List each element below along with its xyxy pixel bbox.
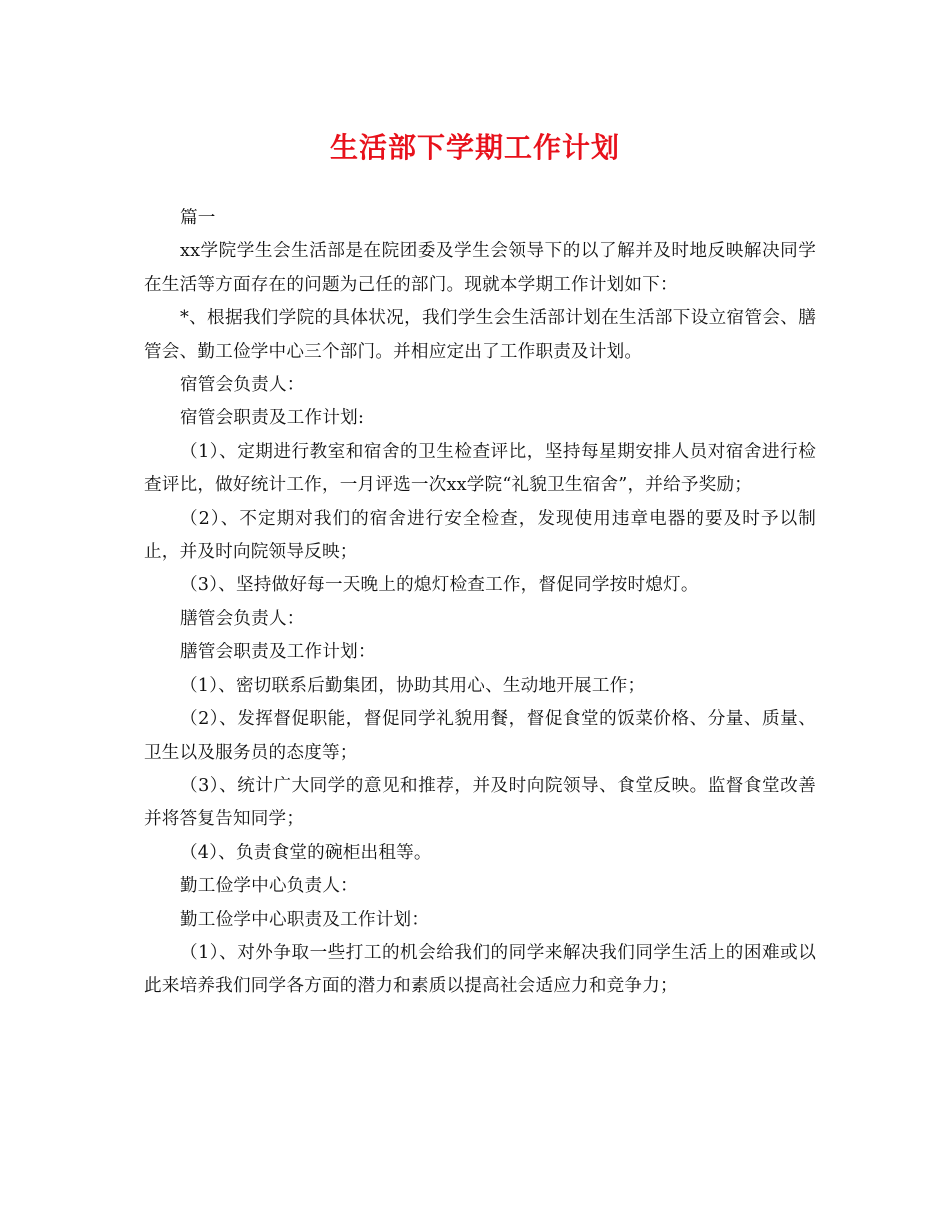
- document-title: 生活部下学期工作计划: [329, 131, 620, 164]
- dorm-duty-item: （2）、不定期对我们的宿舍进行安全检查，发现使用违章电器的要及时予以制止，并及时向院领导反映；: [144, 508, 816, 563]
- dorm-duty-item: （3）、坚持做好每一天晚上的熄灯检查工作，督促同学按时熄灯。: [180, 575, 699, 596]
- plan-paragraph: *、根据我们学院的具体状况，我们学生会生活部计划在生活部下设立宿管会、膳管会、勤工俭学中心三个部门。并相应定出了工作职责及计划。: [144, 308, 816, 362]
- work-study-duty-item: （1）、对外争取一些打工的机会给我们的同学来解决我们同学生活上的困难或以此来培养我们同学各方面的潜力和素质以提高社会适应力和竞争力；: [144, 942, 816, 997]
- document-body: [144, 202, 816, 1004]
- dining-committee-duties-heading: 膳管会职责及工作计划：: [180, 642, 376, 663]
- section-heading: 篇一: [180, 208, 216, 228]
- dining-duty-item: （3）、统计广大同学的意见和推荐，并及时向院领导、食堂反映。监督食堂改善并将答复告知同学；: [144, 775, 816, 830]
- dorm-duty-item: （1）、定期进行教室和宿舍的卫生检查评比，坚持每星期安排人员对宿舍进行检查评比，做好统计工作，一月评选一次xx学院“礼貌卫生宿舍”，并给予奖励；: [144, 441, 816, 496]
- dorm-committee-duties-heading: 宿管会职责及工作计划:: [180, 408, 365, 429]
- work-study-center-leader: 勤工俭学中心负责人：: [180, 876, 358, 897]
- dorm-committee-leader: 宿管会负责人：: [180, 375, 305, 396]
- intro-paragraph: xx学院学生会生活部是在院团委及学生会领导下的以了解并及时地反映解决同学在生活等方面存在的问题为己任的部门。现就本学期工作计划如下：: [144, 241, 816, 295]
- work-study-duties-heading: 勤工俭学中心职责及工作计划：: [180, 909, 430, 930]
- dining-duty-item: （2）、发挥督促职能，督促同学礼貌用餐，督促食堂的饭菜价格、分量、质量、卫生以及服务员的态度等；: [144, 709, 816, 763]
- dining-committee-leader: 膳管会负责人：: [180, 608, 305, 629]
- dining-duty-item: （4）、负责食堂的碗柜出租等。: [180, 842, 432, 863]
- dining-duty-item: （1）、密切联系后勤集团，协助其用心、生动地开展工作；: [180, 675, 646, 696]
